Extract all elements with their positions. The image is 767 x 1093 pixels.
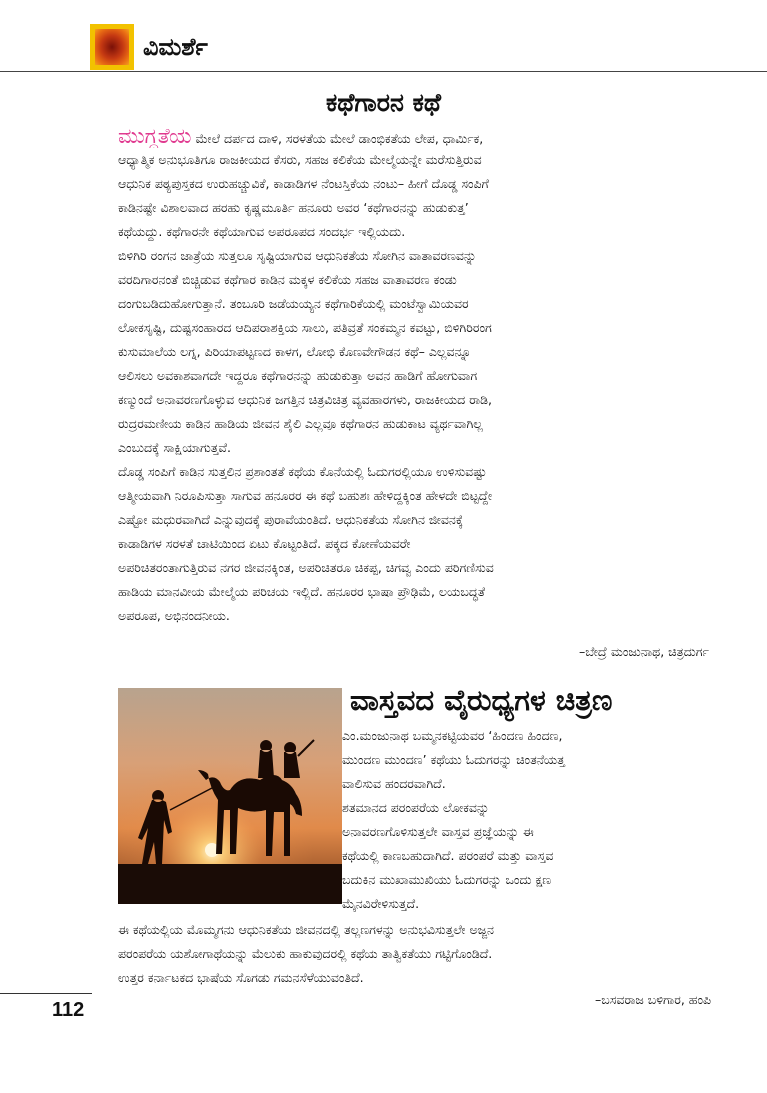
article1-signature: –ಬೇದ್ರೆ ಮಂಜುನಾಥ, ಚಿತ್ರದುರ್ಗ [578, 644, 709, 659]
article2-line: ಬದುಕಿನ ಮುಖಾಮುಖಿಯು ಓದುಗರನ್ನು ಒಂದು ಕ್ಷಣ [342, 872, 552, 887]
section-logo [90, 24, 134, 70]
article2-line: ಈ ಕಥೆಯಲ್ಲಿಯ ಮೊಮ್ಮಗನು ಆಧುನಿಕತೆಯ ಜೀವನದಲ್ಲಿ ತಲ್ಲಣಗಳನ್ನು ಅನುಭವಿಸುತ್ತಲೇ ಅಜ್ಜನ [118, 922, 494, 937]
camel-sunset-photo [118, 688, 342, 904]
footer-rule [0, 993, 92, 994]
article1-line: ಅಪರಿಚಿತರಂತಾಗುತ್ತಿರುವ ನಗರ ಜೀವನಕ್ಕಿಂತ, ಅಪರಿಚಿತರೂ ಚಿಕಪ್ಪ, ಚಿಗವ್ವ ಎಂದು ಪರಿಗಣಿಸುವ [118, 560, 494, 575]
page-number: 112 [52, 999, 85, 1021]
article2-body [118, 918, 710, 990]
article2-line: ಪರಂಪರೆಯ ಯಶೋಗಾಥೆಯನ್ನು ಮೆಲುಕು ಹಾಕುವುದರಲ್ಲಿ ಕಥೆಯ ತಾತ್ವಿಕತೆಯು ಗಟ್ಟಿಗೊಂಡಿದೆ. [118, 946, 493, 961]
article1-line: ಆಲಿಸಲು ಅವಕಾಶವಾಗದೇ ಇದ್ದರೂ ಕಥೆಗಾರನನ್ನು ಹುಡುಕುತ್ತಾ ಅವನ ಹಾಡಿಗೆ ಹೋಗುವಾಗ [118, 368, 478, 383]
article1-line: ದಂಗುಬಡಿದುಹೋಗುತ್ತಾನೆ. ತಂಬೂರಿ ಜಡೆಯಯ್ಯನ ಕಥೆಗಾರಿಕೆಯಲ್ಲಿ ಮಂಟೆಸ್ವಾಮಿಯವರ [118, 296, 469, 311]
article1-body [118, 124, 710, 628]
article2-line: ಎಂ.ಮಂಜುನಾಥ ಬಮ್ಮನಕಟ್ಟಿಯವರ ‘ಹಿಂದಣ ಹಿಂದಣ, [342, 728, 563, 743]
article2-line: ಕಥೆಯಲ್ಲಿ ಕಾಣಬಹುದಾಗಿದೆ. ಪರಂಪರೆ ಮತ್ತು ವಾಸ್ತವ [342, 848, 554, 863]
article1-line: ಬಿಳಿಗಿರಿ ರಂಗನ ಜಾತ್ರೆಯ ಸುತ್ತಲೂ ಸೃಷ್ಟಿಯಾಗುವ ಆಧುನಿಕತೆಯ ಸೋಗಿನ ವಾತಾವರಣವನ್ನು [118, 248, 477, 263]
article1-line: ಮುಗ್ಧತೆಯ ಮೇಲೆ ದರ್ಪದ ದಾಳಿ, ಸರಳತೆಯ ಮೇಲೆ ಡಾಂಭಿಕತೆಯ ಲೇಪ, ಧಾರ್ಮಿಕ, [118, 124, 484, 148]
article1-line: ಎಂಬುದಕ್ಕೆ ಸಾಕ್ಷಿಯಾಗುತ್ತವೆ. [118, 440, 231, 455]
article2-line: ಮೈನವಿರೇಳಿಸುತ್ತದೆ. [342, 896, 420, 911]
article2-line: ಮುಂದಣ ಮುಂದಣ’ ಕಥೆಯು ಓದುಗರನ್ನು ಚಿಂತನೆಯತ್ತ [342, 752, 565, 767]
article1-line: ಕಥೆಯದ್ದು. ಕಥೆಗಾರನೇ ಕಥೆಯಾಗುವ ಅಪರೂಪದ ಸಂದರ್ಭ ಇಲ್ಲಿಯದು. [118, 224, 406, 239]
article2-line: ಉತ್ತರ ಕರ್ನಾಟಕದ ಭಾಷೆಯ ಸೊಗಡು ಗಮನಸೆಳೆಯುವಂತಿದೆ. [118, 970, 364, 985]
article1-line: ಆಧ್ಯಾತ್ಮಿಕ ಅನುಭೂತಿಗೂ ರಾಜಕೀಯದ ಕೆಸರು, ಸಹಜ ಕಲಿಕೆಯ ಮೇಲ್ಮೆಯನ್ನೇ ಮರೆಸುತ್ತಿರುವ [118, 152, 482, 167]
article1-line: ರುದ್ರರಮಣೀಯ ಕಾಡಿನ ಹಾಡಿಯ ಜೀವನ ಶೈಲಿ ಎಲ್ಲವೂ ಕಥೆಗಾರನ ಹುಡುಕಾಟ ವ್ಯರ್ಥವಾಗಿಲ್ಲ [118, 416, 483, 431]
article2-line: ಅನಾವರಣಗೊಳಿಸುತ್ತಲೇ ವಾಸ್ತವ ಪ್ರಜ್ಞೆಯನ್ನು ಈ [342, 824, 534, 839]
article2-title: ವಾಸ್ತವದ ವೈರುಧ್ಯಗಳ ಚಿತ್ರಣ [350, 683, 613, 717]
section-label: ವಿಮರ್ಶೆ [143, 33, 208, 61]
article1-line: ಲೋಕಸೃಷ್ಟಿ, ದುಷ್ಟಸಂಹಾರದ ಆದಿಪರಾಶಕ್ತಿಯ ಸಾಲು, ಪತಿವ್ರತೆ ಸಂಕಮ್ಮನ ಕವಟ್ಟು, ಬಿಳಿಗಿರಿರಂಗ [118, 320, 492, 335]
article1-line: ಎಷ್ಟೋ ಮಧುರವಾಗಿದೆ ಎನ್ನುವುದಕ್ಕೆ ಪುರಾವೆಯಂತಿದೆ. ಆಧುನಿಕತೆಯ ಸೋಗಿನ ಜೀವನಕ್ಕೆ [118, 512, 464, 527]
article1-line: ಆಧುನಿಕ ಪಠ್ಯಪುಸ್ತಕದ ಉರುಹಚ್ಚುವಿಕೆ, ಕಾಡಾಡಿಗಳ ನೆಂಟಸ್ತಿಕೆಯ ನಂಟು– ಹೀಗೆ ದೊಡ್ಡ ಸಂಪಿಗೆ [118, 176, 489, 191]
article1-line: ಕಾಡಿನಷ್ಟೇ ವಿಶಾಲವಾದ ಹರಹು ಕೃಷ್ಣಮೂರ್ತಿ ಹನೂರು ಅವರ ‘ಕಥೆಗಾರನನ್ನು ಹುಡುಕುತ್ತ’ [118, 200, 469, 215]
article2-signature: –ಬಸವರಾಜ ಬಳಿಗಾರ, ಹಂಪಿ [595, 992, 711, 1007]
article2-column [342, 724, 710, 916]
article1-line: ಹಾಡಿಯ ಮಾನವೀಯ ಮೇಲ್ಮೆಯ ಪರಿಚಯ ಇಲ್ಲಿದೆ. ಹನೂರರ ಭಾಷಾ ಪ್ರೌಢಿಮೆ, ಲಯಬದ್ಧತೆ [118, 584, 486, 599]
article1-line: ದೊಡ್ಡ ಸಂಪಿಗೆ ಕಾಡಿನ ಸುತ್ತಲಿನ ಪ್ರಶಾಂತತೆ ಕಥೆಯ ಕೊನೆಯಲ್ಲಿ ಓದುಗರಲ್ಲಿಯೂ ಉಳಿಸುವಷ್ಟು [118, 464, 487, 479]
article2-line: ವಾಲಿಸುವ ಹಂದರವಾಗಿದೆ. [342, 776, 446, 791]
dropcap: ಮುಗ್ಧತೆಯ [118, 124, 192, 148]
article1-line: ಕಾಡಾಡಿಗಳ ಸರಳತೆ ಚಾಟಿಯಿಂದ ಏಟು ಕೊಟ್ಟಂತಿದೆ. ಪಕ್ಕದ ಕೋಣೆಯವರೇ [118, 536, 411, 551]
article1-line: ವರದಿಗಾರನಂತೆ ಬಿಚ್ಚಿಡುವ ಕಥೆಗಾರ ಕಾಡಿನ ಮಕ್ಕಳ ಕಲಿಕೆಯ ಸಹಜ ವಾತಾವರಣ ಕಂಡು [118, 272, 457, 287]
article1-title: ಕಥೆಗಾರನ ಕಥೆ [326, 88, 441, 117]
article1-line: ಅಪರೂಪ, ಅಭಿನಂದನೀಯ. [118, 608, 230, 623]
article2-line: ಶತಮಾನದ ಪರಂಪರೆಯ ಲೋಕವನ್ನು [342, 800, 490, 815]
article1-line: ಕಣ್ಮುಂದೆ ಅನಾವರಣಗೊಳ್ಳುವ ಆಧುನಿಕ ಜಗತ್ತಿನ ಚಿತ್ರವಿಚಿತ್ರ ವ್ಯವಹಾರಗಳು, ರಾಜಕೀಯದ ರಾಡಿ, [118, 392, 493, 407]
header-rule [0, 71, 767, 72]
article1-line: ಕುಸುಮಾಲೆಯ ಲಗ್ನ, ಪಿರಿಯಾಪಟ್ಟಣದ ಕಾಳಗ, ಲೋಭಿ ಕೊಣವೇಗೌಡನ ಕಥೆ– ಎಲ್ಲವನ್ನೂ [118, 344, 472, 359]
article1-line: ಆತ್ಮೀಯವಾಗಿ ನಿರೂಪಿಸುತ್ತಾ ಸಾಗುವ ಹನೂರರ ಈ ಕಥೆ ಬಹುಶಃ ಹೇಳಿದ್ದಕ್ಕಿಂತ ಹೇಳದೇ ಬಿಟ್ಟದ್ದೇ [118, 488, 493, 503]
